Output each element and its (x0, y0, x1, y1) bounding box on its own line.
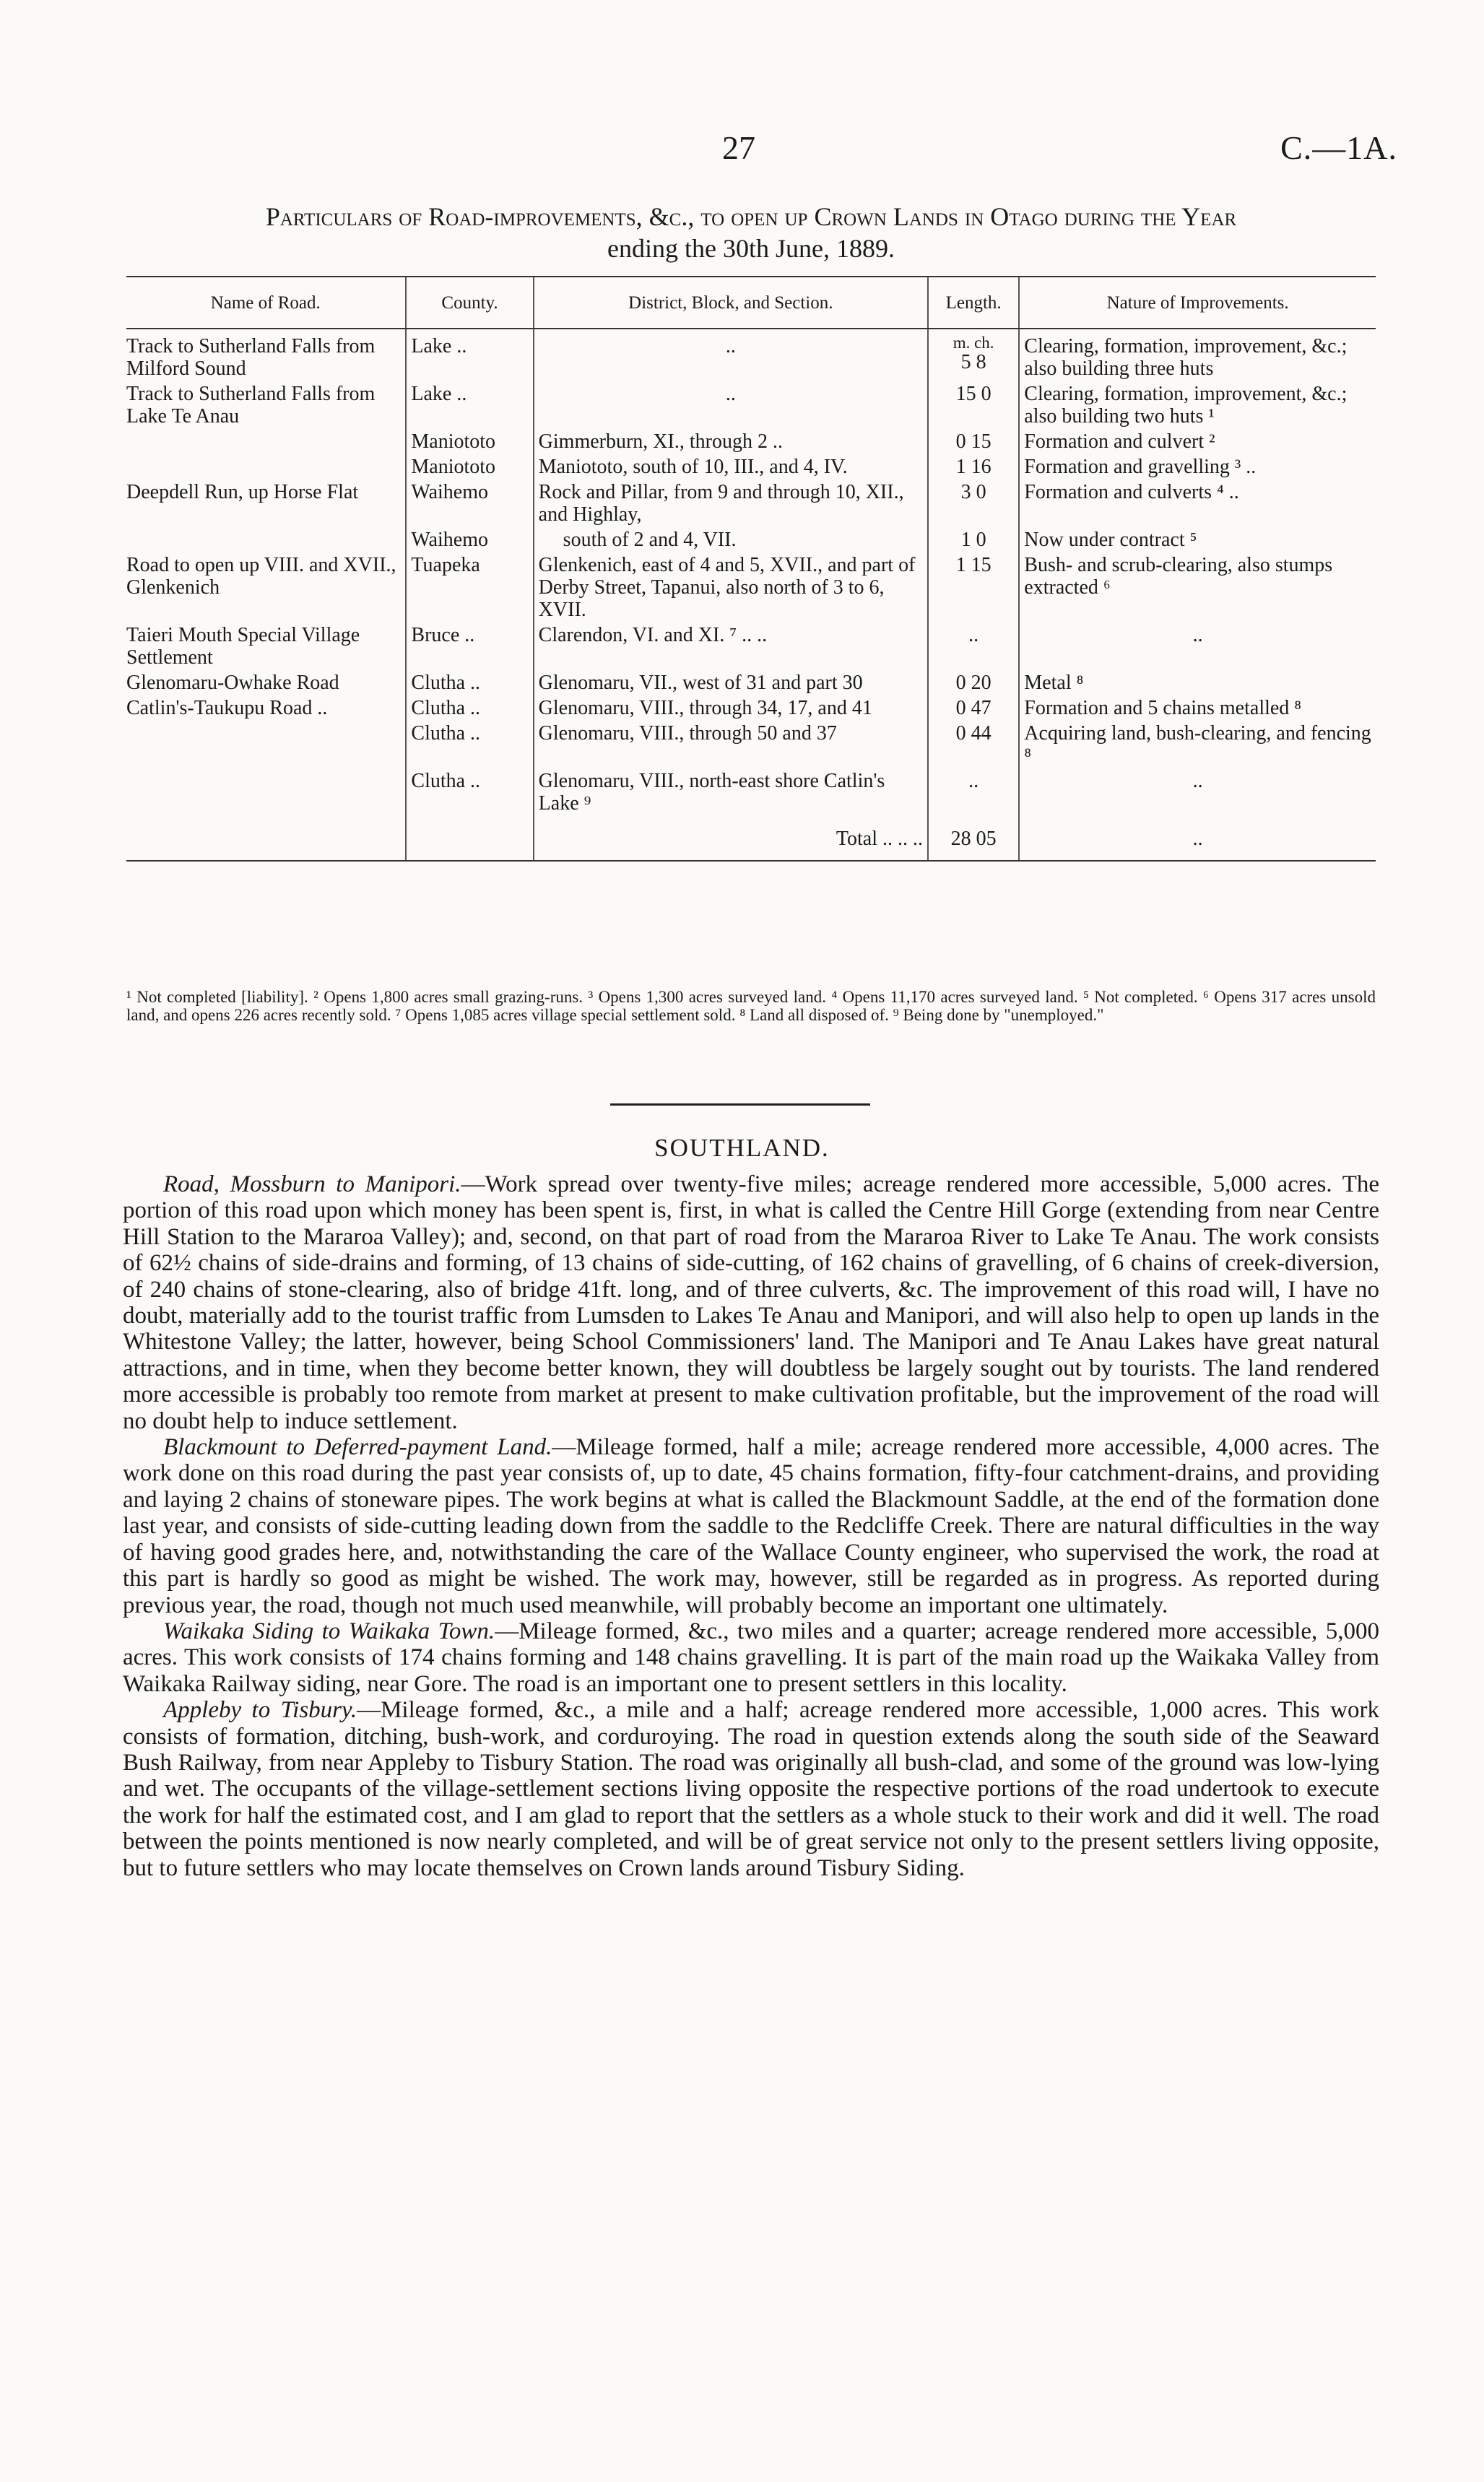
cell-district: Glenomaru, VIII., through 50 and 37 (534, 721, 928, 768)
paragraph-blackmount (123, 1434, 1379, 1618)
header-length: Length. (928, 277, 1019, 329)
cell-county: Waihemo (406, 527, 533, 552)
cell-name: Track to Sutherland Falls from Milford Sound (126, 335, 376, 380)
cell-county: Clutha .. (406, 695, 533, 721)
road-improvements-table (126, 276, 1376, 862)
cell-nature: Formation and culverts ⁴ .. (1019, 480, 1376, 527)
cell-name (126, 721, 406, 768)
paragraph-lead: Waikaka Siding to Waikaka Town. (163, 1618, 495, 1644)
cell-length: 0 20 (928, 670, 1019, 695)
cell-name: Road to open up VIII. and XVII., Glenkenich (126, 554, 396, 599)
document-reference: C.—1A. (1280, 129, 1397, 166)
paragraph-appleby (123, 1697, 1379, 1881)
table-row (126, 527, 1376, 552)
table-row (126, 429, 1376, 454)
paragraph-lead: Appleby to Tisbury. (163, 1697, 357, 1724)
district-continuation: south of 2 and 4, VII. (563, 529, 737, 551)
cell-name (126, 768, 406, 816)
cell-name (126, 816, 406, 861)
cell-nature: .. (1019, 768, 1376, 816)
cell-length: 0 15 (928, 429, 1019, 454)
cell-name: Track to Sutherland Falls from Lake Te Anau (126, 383, 376, 428)
cell-length: 0 44 (928, 721, 1019, 768)
cell-name (126, 429, 406, 454)
cell-nature: Acquiring land, bush-clearing, and fencing ⁸ (1019, 721, 1376, 768)
length-value: 5 8 (960, 351, 986, 373)
cell-name (126, 454, 406, 480)
paragraph-text: —Mileage formed, half a mile; acreage rendered more accessible, 4,000 acres. The work done on this road during the past year consists of, up to date, 45 chains formation, fifty-four catchment-drains, and providing and laying 2 chains of stoneware pipes. The work begins at what is called the Blackmount Saddle, at the end of the formation done last year, and consists of side-cutting leading down from the saddle to the Redcliffe Creek. There are natural difficulties in the way of having good grades here, and, notwithstanding the care of the Wallace County engineer, who supervised the work, the road at this part is hardly so good as might be wished. The work may, however, still be regarded as in progress. As reported during previous year, the road, though not much used meanwhile, will probably become an important one ultimately. (123, 1434, 1380, 1618)
cell-county: Maniototo (406, 454, 533, 480)
cell-length: 0 47 (928, 695, 1019, 721)
section-heading: SOUTHLAND. (654, 1134, 830, 1162)
table-total-row (126, 816, 1376, 861)
table-row (126, 381, 1376, 429)
cell-length: .. (928, 768, 1019, 816)
cell-county: Clutha .. (406, 768, 533, 816)
table-row (126, 329, 1376, 381)
cell-district: Glenkenich, east of 4 and 5, XVII., and part of Derby Street, Tapanui, also north of 3 to 6, XVII. (534, 552, 928, 622)
cell-length: .. (928, 622, 1019, 670)
length-units: m. ch. (953, 334, 994, 352)
table-row (126, 695, 1376, 721)
table-row (126, 721, 1376, 768)
total-length: 28 05 (928, 816, 1019, 861)
cell-district: Maniototo, south of 10, III., and 4, IV. (534, 454, 928, 480)
cell-district: .. (534, 329, 928, 381)
cell-nature: Clearing, formation, improvement, &c.; also building three huts (1019, 329, 1376, 381)
cell-length (928, 329, 1019, 381)
total-nature: .. (1019, 816, 1376, 861)
table-row (126, 552, 1376, 622)
cell-name (126, 527, 406, 552)
paragraph-waikaka (123, 1618, 1379, 1697)
cell-name: Taieri Mouth Special Village Settlement (126, 624, 360, 669)
cell-county: Clutha .. (406, 670, 533, 695)
table-row (126, 454, 1376, 480)
cell-district: Rock and Pillar, from 9 and through 10, XII., and Highlay, (534, 480, 928, 527)
paragraph-text: —Mileage formed, &c., two miles and a quarter; acreage rendered more accessible, 5,000 acres. This work consists of 174 chains forming and 148 chains gravelling. It is part of the main road up the Waikaka Valley from Waikaka Railway siding, near Gore. The road is an important one to present settlers in this locality. (123, 1618, 1379, 1697)
cell-county: Clutha .. (406, 721, 533, 768)
table-row (126, 670, 1376, 695)
table-row (126, 622, 1376, 670)
cell-district: Glenomaru, VIII., through 34, 17, and 41 (534, 695, 928, 721)
cell-length: 15 0 (928, 381, 1019, 429)
table-title (130, 201, 1372, 264)
cell-district: Clarendon, VI. and XI. ⁷ .. .. (534, 622, 928, 670)
cell-length: 1 16 (928, 454, 1019, 480)
paragraph-lead: Road, Mossburn to Manipori. (163, 1171, 461, 1197)
cell-length: 1 15 (928, 552, 1019, 622)
cell-county (406, 816, 533, 861)
cell-name: Deepdell Run, up Horse Flat (126, 481, 359, 503)
cell-nature: Bush- and scrub-clearing, also stumps extracted ⁶ (1019, 552, 1376, 622)
paragraph-mossburn (123, 1171, 1379, 1434)
total-label: Total .. .. .. (534, 816, 928, 861)
cell-length: 3 0 (928, 480, 1019, 527)
cell-name: Catlin's-Taukupu Road .. (126, 697, 328, 719)
cell-district: Glenomaru, VII., west of 31 and part 30 (534, 670, 928, 695)
header-county: County. (406, 277, 533, 329)
title-line-2: ending the 30th June, 1889. (607, 234, 895, 263)
cell-nature: Clearing, formation, improvement, &c.; also building two huts ¹ (1019, 381, 1376, 429)
cell-county: Maniototo (406, 429, 533, 454)
cell-nature: Formation and 5 chains metalled ⁸ (1019, 695, 1376, 721)
cell-district (534, 527, 928, 552)
cell-nature: Now under contract ⁵ (1019, 527, 1376, 552)
header-name: Name of Road. (126, 277, 406, 329)
paragraph-text: —Work spread over twenty-five miles; acreage rendered more accessible, 5,000 acres. The portion of this road upon which money has been spent is, first, in what is called the Centre Hill Gorge (extending from near Centre Hill Station to the Mararoa Valley); and, second, on that part of road from the Mararoa River to Lake Te Anau. The work consists of 62½ chains of side-drains and forming, of 13 chains of side-cutting, of 162 chains of gravelling, of 6 chains of creek-diversion, of 240 chains of stone-clearing, also of bridge 41ft. long, and of three culverts, &c. The improvement of this road will, I have no doubt, materially add to the tourist traffic from Lumsden to Lakes Te Anau and Manipori, and will also help to open up lands in the Whitestone Valley; the latter, however, being School Commissioners' land. The Manipori and Te Anau Lakes have great natural attractions, and in time, when they become better known, they will doubtless be largely sought out by tourists. The land rendered more accessible is probably too remote from market at present to make cultivation profitable, but the improvement of the road will no doubt help to induce settlement. (123, 1171, 1380, 1434)
title-line-1: Particulars of Road-improvements, &c., to open up Crown Lands in Otago during the Year (265, 202, 1237, 231)
paragraph-lead: Blackmount to Deferred-payment Land. (163, 1434, 552, 1461)
section-divider (610, 1103, 870, 1106)
southland-text (123, 1171, 1379, 1881)
table-row (126, 768, 1376, 816)
cell-district: Gimmerburn, XI., through 2 .. (534, 429, 928, 454)
cell-length: 1 0 (928, 527, 1019, 552)
cell-county: Waihemo (406, 480, 533, 527)
cell-nature: Metal ⁸ (1019, 670, 1376, 695)
cell-county: Tuapeka (406, 552, 533, 622)
table-footnotes: ¹ Not completed [liability]. ² Opens 1,800 acres small grazing-runs. ³ Opens 1,300 acres surveyed land. ⁴ Opens 11,170 acres surveyed land. ⁵ Not completed. ⁶ Opens 317 acres unsold land, and opens 226 acres recently sold. ⁷ Opens 1,085 acres village special settlement sold. ⁸ Land all disposed of. ⁹ Being done by "unemployed." (126, 988, 1376, 1024)
cell-county: Lake .. (406, 329, 533, 381)
cell-nature: Formation and gravelling ³ .. (1019, 454, 1376, 480)
table-header-row (126, 277, 1376, 329)
header-nature: Nature of Improvements. (1019, 277, 1376, 329)
cell-district: .. (534, 381, 928, 429)
cell-nature: Formation and culvert ² (1019, 429, 1376, 454)
cell-county: Bruce .. (406, 622, 533, 670)
header-district: District, Block, and Section. (534, 277, 928, 329)
paragraph-text: —Mileage formed, &c., a mile and a half; acreage rendered more accessible, 1,000 acres. This work consists of formation, ditching, bush-work, and corduroying. The road in question extends along the south side of the Seaward Bush Railway, from near Appleby to Tisbury Station. The road was originally all bush-clad, and some of the ground was low-lying and wet. The occupants of the village-settlement sections living opposite the respective portions of the road undertook to execute the work for half the estimated cost, and I am glad to report that the settlers as a whole stuck to their work and did it well. The road between the points mentioned is now nearly completed, and will be of great service not only to the present settlers living opposite, but to future settlers who may locate themselves on Crown lands around Tisbury Siding. (123, 1697, 1380, 1881)
cell-name: Glenomaru-Owhake Road (126, 672, 339, 694)
page-number: 27 (722, 129, 755, 166)
cell-district: Glenomaru, VIII., north-east shore Catlin's Lake ⁹ (534, 768, 928, 816)
cell-nature: .. (1019, 622, 1376, 670)
table-row (126, 480, 1376, 527)
cell-county: Lake .. (406, 381, 533, 429)
